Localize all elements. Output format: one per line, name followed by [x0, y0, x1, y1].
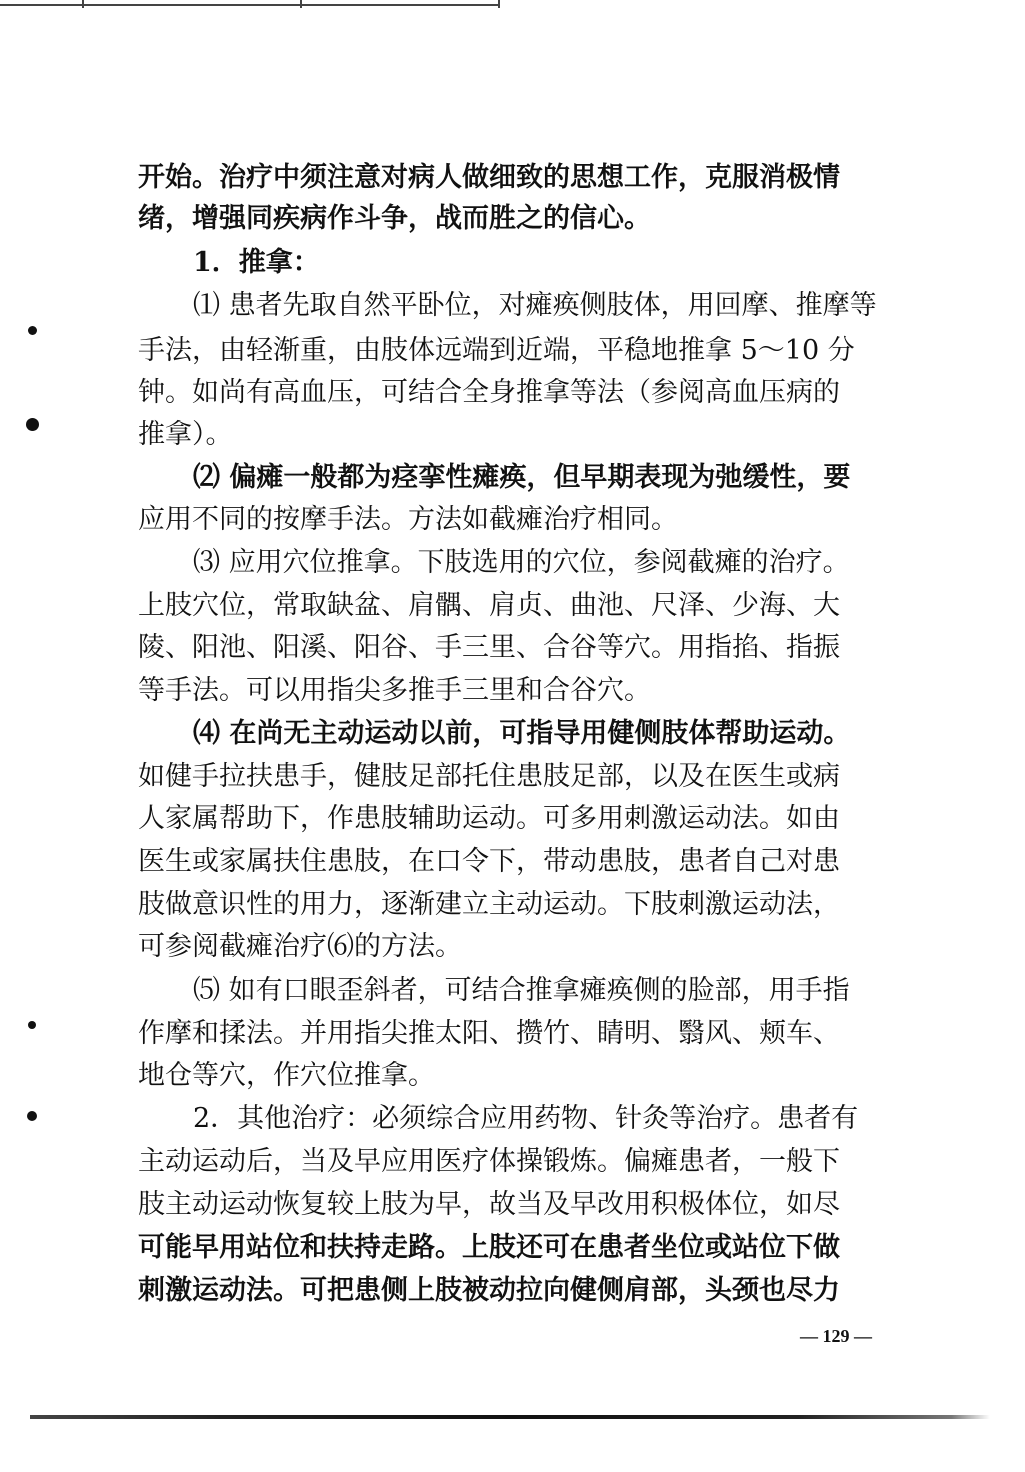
body-line: 绪，增强同疾病作斗争，战而胜之的信心。: [138, 203, 651, 234]
binding-hole-mark: [28, 1021, 36, 1029]
body-line: 上肢穴位，常取缺盆、肩髃、肩贞、曲池、尺泽、少海、大: [138, 590, 840, 621]
body-line: 钟。如尚有高血压，可结合全身推拿等法（参阅高血压病的: [138, 377, 840, 408]
top-rule: [0, 0, 1025, 12]
binding-hole-mark: [28, 326, 37, 335]
body-line: ⑷ 在尚无主动运动以前，可指导用健侧肢体帮助运动。: [193, 718, 851, 749]
body-line: 如健手拉扶患手，健肢足部托住患肢足部，以及在医生或病: [138, 761, 840, 792]
binding-hole-mark: [26, 418, 39, 431]
body-line: 作摩和揉法。并用指尖推太阳、攒竹、睛明、翳风、颊车、: [138, 1018, 840, 1049]
top-rule-tick: [300, 0, 302, 8]
body-line: 人家属帮助下，作患肢辅助运动。可多用刺激运动法。如由: [138, 803, 840, 834]
body-line: 2．其他治疗：必须综合应用药物、针灸等治疗。患者有: [193, 1103, 859, 1134]
body-line: 肢主动运动恢复较上肢为早，故当及早改用积极体位，如尽: [138, 1189, 840, 1220]
body-line: 刺激运动法。可把患侧上肢被动拉向健侧肩部，头颈也尽力: [138, 1275, 840, 1306]
top-rule-tick: [498, 0, 500, 8]
body-line: 等手法。可以用指尖多推手三里和合谷穴。: [138, 675, 651, 706]
body-line: ⑶ 应用穴位推拿。下肢选用的穴位，参阅截瘫的治疗。: [193, 547, 850, 578]
body-line: 医生或家属扶住患肢，在口令下，带动患肢，患者自己对患: [138, 846, 840, 877]
bottom-rule: [30, 1415, 990, 1419]
body-line: 手法，由轻渐重，由肢体远端到近端，平稳地推拿 5～10 分: [138, 335, 855, 366]
body-line: 应用不同的按摩手法。方法如截瘫治疗相同。: [138, 504, 678, 535]
body-line: ⑸ 如有口眼歪斜者，可结合推拿瘫痪侧的脸部，用手指: [193, 975, 850, 1006]
body-line: 地仓等穴，作穴位推拿。: [138, 1060, 435, 1091]
body-line: ⑵ 偏瘫一般都为痉挛性瘫痪，但早期表现为弛缓性，要: [193, 462, 851, 493]
body-line: 可能早用站位和扶持走路。上肢还可在患者坐位或站位下做: [138, 1232, 840, 1263]
body-line: 主动运动后，当及早应用医疗体操锻炼。偏瘫患者，一般下: [138, 1146, 840, 1177]
body-line: 可参阅截瘫治疗⑹的方法。: [138, 931, 462, 962]
section-heading: 1．推拿：: [193, 247, 320, 278]
body-line: 陵、阳池、阳溪、阳谷、手三里、合谷等穴。用指掐、指振: [138, 632, 840, 663]
body-line: 推拿）。: [138, 419, 233, 450]
binding-hole-mark: [27, 1111, 37, 1121]
page-number: — 129 —: [800, 1326, 872, 1346]
body-line: 肢做意识性的用力，逐渐建立主动运动。下肢刺激运动法，: [138, 889, 840, 920]
body-line: ⑴ 患者先取自然平卧位，对瘫痪侧肢体，用回摩、推摩等: [193, 290, 877, 321]
body-line: 开始。治疗中须注意对病人做细致的思想工作，克服消极情: [138, 162, 840, 193]
top-rule-line: [0, 4, 500, 6]
top-rule-tick: [82, 0, 84, 8]
